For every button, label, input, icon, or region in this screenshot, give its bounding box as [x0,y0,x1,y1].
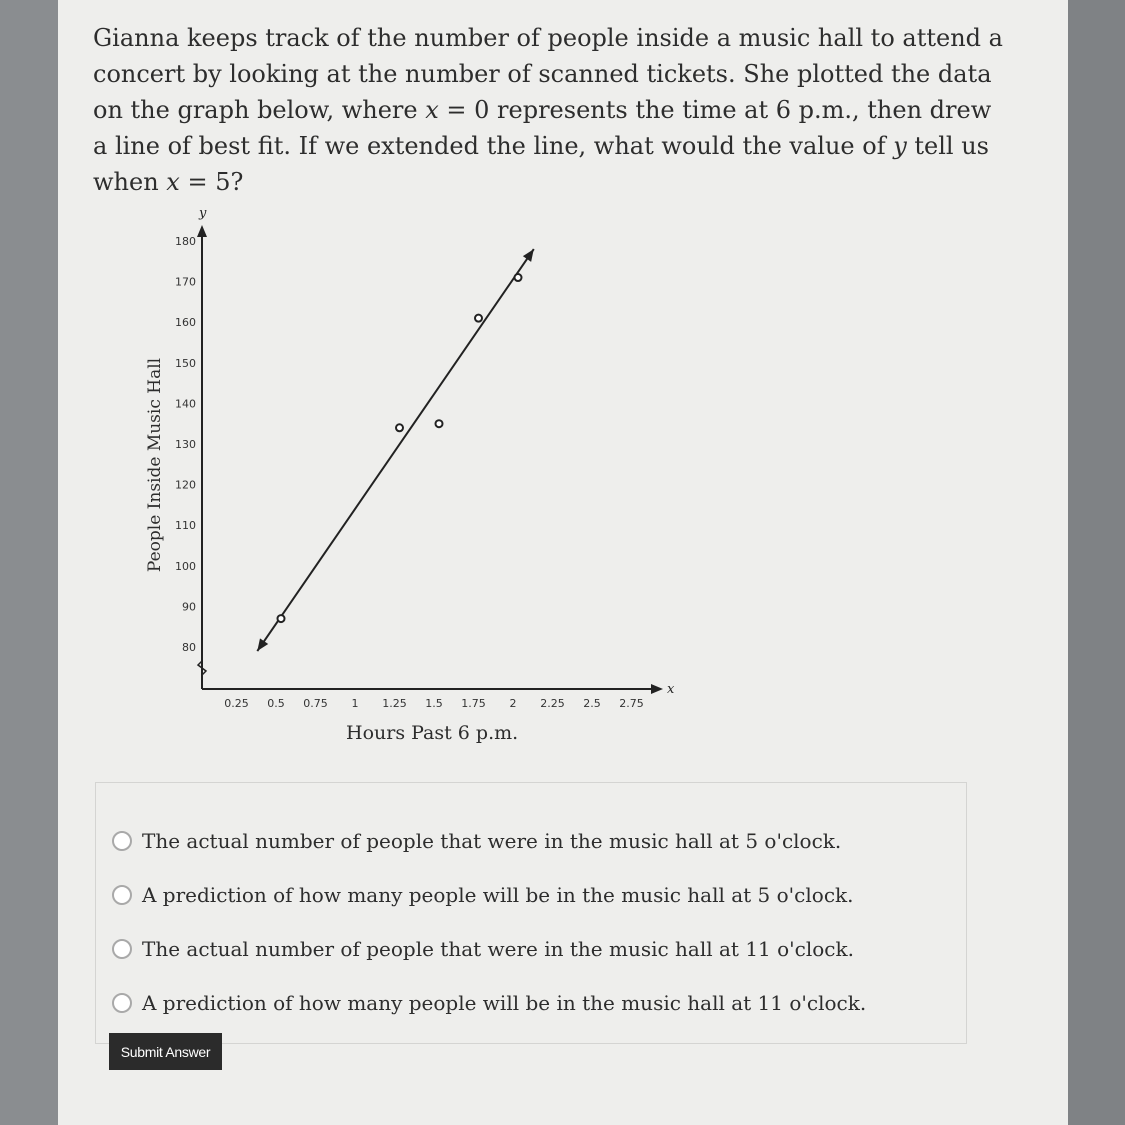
x-tick-label: 0.5 [267,697,285,710]
x-axis-arrow [651,684,663,694]
math-x-2: x [166,168,180,196]
question-part-3: tell us when [93,132,989,196]
answer-option-2[interactable] [112,883,854,907]
answer-label-3: The actual number of people that were in the music hall at 11 o'clock. [142,937,854,961]
data-point [278,615,285,622]
x-tick-label: 0.75 [303,697,328,710]
y-tick-label: 100 [175,559,196,573]
data-point [436,420,443,427]
x-axis-label: Hours Past 6 p.m. [346,722,519,744]
y-tick-label: 160 [175,316,196,330]
x-tick-label: 1.75 [461,697,486,710]
y-tick-label: 180 [175,235,196,248]
answer-label-2: A prediction of how many people will be in the music hall at 5 o'clock. [142,883,854,907]
question-part-4: = 5? [179,168,244,196]
x-tick-label: 0.25 [224,697,249,710]
answer-label-4: A prediction of how many people will be in the music hall at 11 o'clock. [142,991,867,1015]
x-axis-name: x [667,682,675,697]
y-axis-label: People Inside Music Hall [145,357,165,573]
y-tick-label: 170 [175,275,196,289]
y-axis-arrow [197,225,207,237]
y-tick-label: 140 [175,397,196,411]
y-tick-label: 80 [182,641,196,654]
background-edge [1068,0,1125,1125]
y-tick-label: 150 [175,356,196,370]
question-part-2: = 0 represents the time at 6 p.m., then drew a line of best fit. If we extended the line, what would the value of [93,96,992,160]
data-point [396,424,403,431]
x-tick-label: 2 [509,697,517,710]
chart-svg [130,195,690,755]
math-y: y [893,132,907,160]
radio-button-3[interactable] [112,939,132,959]
y-tick-label: 110 [175,519,196,533]
question-part-1: Gianna keeps track of the number of people inside a music hall to attend a concert by looking at the number of scanned tickets. She plotted the data on the graph below, where [93,24,1003,124]
x-tick-label: 1 [351,697,359,710]
answer-option-1[interactable] [112,829,841,853]
x-tick-label: 1.25 [382,697,407,710]
best-fit-arrow-start [257,638,268,651]
answer-choices [95,782,967,1044]
answer-label-1: The actual number of people that were in the music hall at 5 o'clock. [142,829,842,853]
x-tick-label: 1.5 [425,697,443,710]
radio-button-1[interactable] [112,831,132,851]
best-fit-arrow-end [523,249,534,262]
data-point [515,274,522,281]
answer-option-3[interactable] [112,937,854,961]
radio-button-2[interactable] [112,885,132,905]
math-x: x [425,96,439,124]
y-tick-label: 90 [182,600,196,614]
radio-button-4[interactable] [112,993,132,1013]
y-tick-label: 130 [175,438,196,451]
data-point [475,315,482,322]
x-tick-label: 2.5 [583,697,601,710]
answer-option-4[interactable] [112,991,866,1015]
y-axis-name: y [199,206,207,221]
y-tick-label: 120 [175,478,196,492]
x-tick-label: 2.25 [540,697,565,710]
scatter-chart [130,195,690,755]
best-fit-line [257,249,534,651]
submit-answer-button[interactable]: Submit Answer [109,1033,222,1070]
x-tick-label: 2.75 [619,697,644,710]
question-text [93,20,1013,200]
